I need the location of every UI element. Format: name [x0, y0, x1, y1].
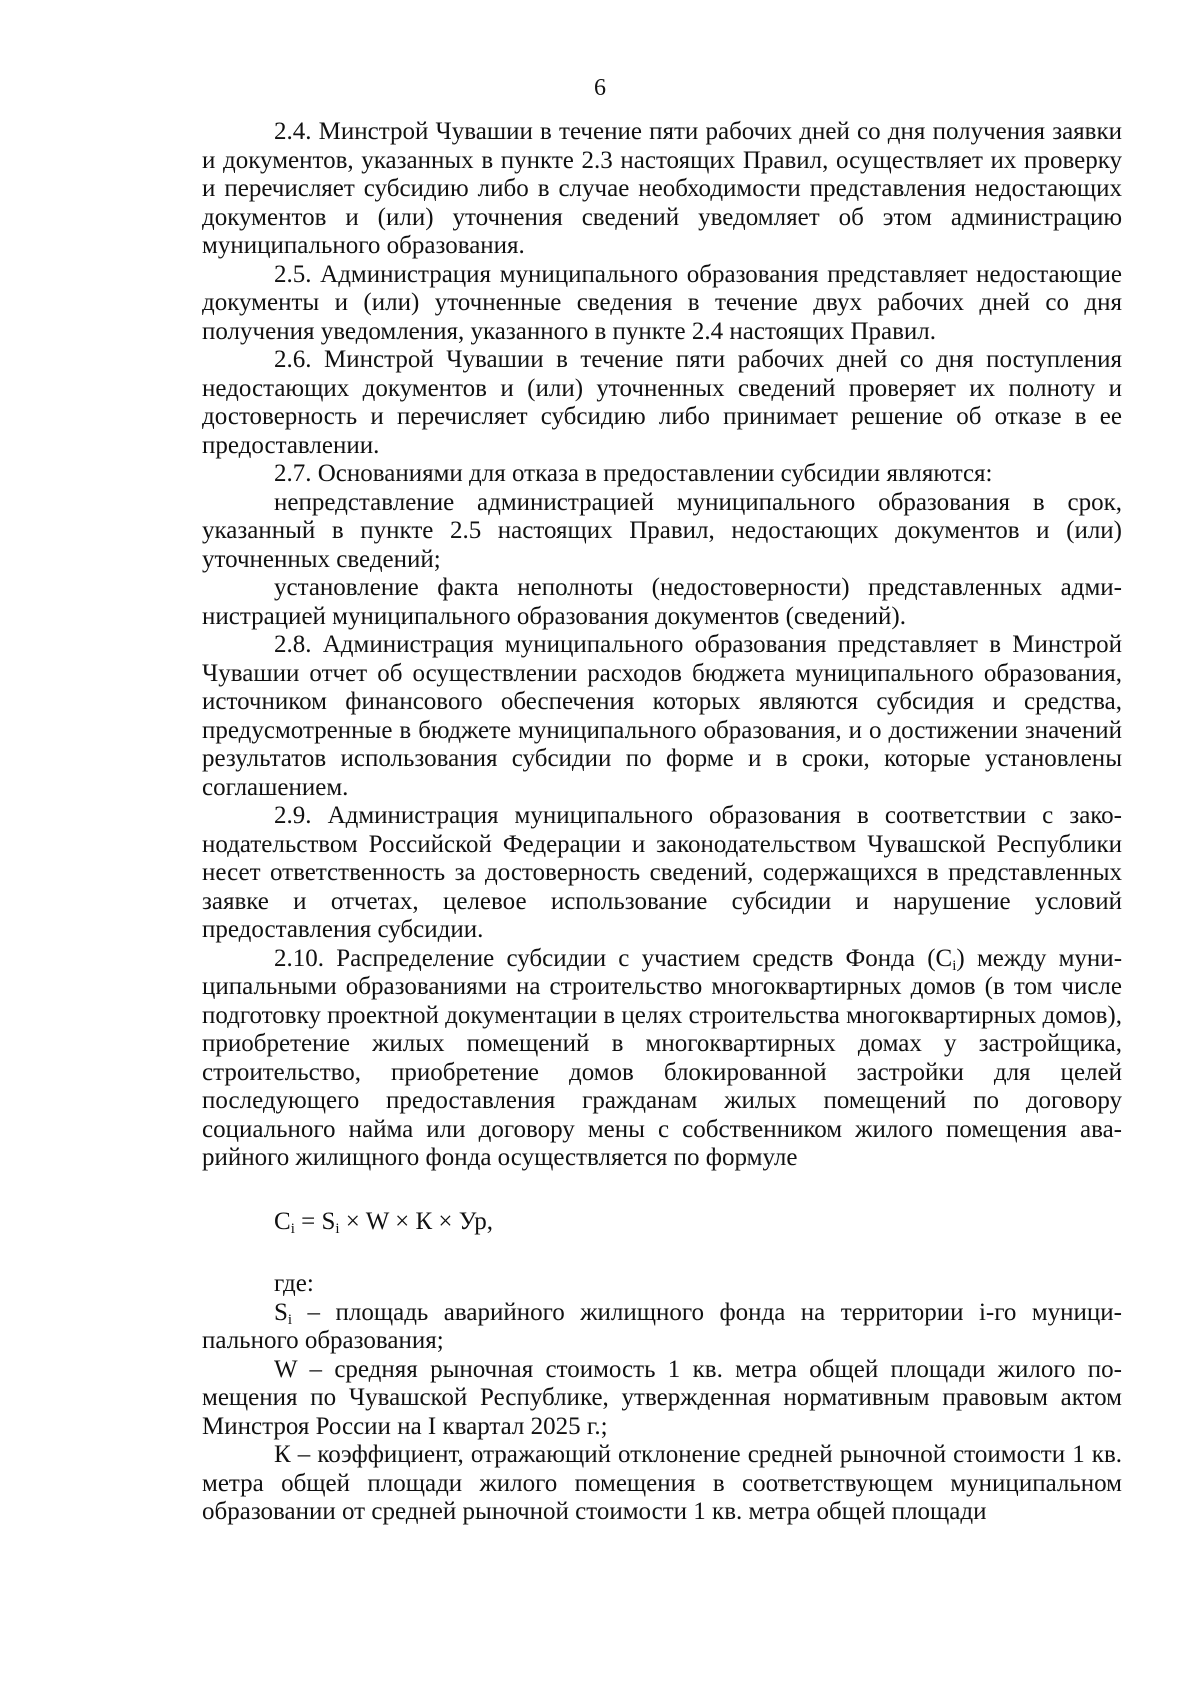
- paragraph-2-10-end: ) между муниципальными образованиями на строительство многоквартирных домов (в том числе подготовку проектной документации в целях строительства многоквартирных домов), приобретение жилых помещений в многоквартирных домах у застройщика, строительство, приобретение домов блокированной застройки для целей последующего предоставления гражданам жилых помещений по договору социального найма или договору мены с собственником жилого помещения аварийного жилищного фонда осуществляется по формуле: [202, 944, 1123, 1171]
- definition-k: К – коэффициент, отражающий отклонение средней рыночной стоимости 1 кв. метра общей площади жилого помещения в соответствующем муниципальном образовании от средней рыночной стоимости 1 кв. метра общей площади: [202, 1441, 1122, 1525]
- formula: [202, 1208, 1122, 1237]
- formula-s-subscript: i: [335, 1220, 340, 1237]
- paragraph-2-4: 2.4. Минстрой Чувашии в течение пяти рабочих дней со дня получения заявки и документов, указанных в пункте 2.3 настоящих Правил, осуществляет их проверку и перечисляет субсидию либо в случае необходимости представления недостающих документов и (или) уточнения сведений уведомляет об этом администрацию муниципального образования.: [202, 118, 1122, 259]
- paragraph-2-7: 2.7. Основаниями для отказа в предоставлении субсидии являются:: [274, 460, 993, 487]
- formula-c: C: [274, 1207, 291, 1235]
- page-number: 6: [594, 75, 606, 101]
- definition-s-variable: S: [274, 1298, 288, 1326]
- definition-s: [202, 1299, 1122, 1356]
- paragraph-2-10: [202, 945, 1122, 1173]
- paragraph-2-9: 2.9. Администрация муниципального образования в соответствии с законодательством Российской Федерации и законодательством Чувашской Республики несет ответственность за достоверность сведений, содержащихся в представленных заявке и отчетах, целевое использование субсидии и нарушение условий предоставления субсидии.: [202, 802, 1122, 943]
- formula-c-subscript: i: [290, 1220, 295, 1237]
- definition-w: W – средняя рыночная стоимость 1 кв. метра общей площади жилого помещения по Чувашской Республике, утвержденная нормативным правовым актом Минстроя России на I квартал 2025 г.;: [202, 1355, 1122, 1440]
- paragraph-2-7-item-a: непредставление администрацией муниципального образования в срок, указанный в пункте 2.5 настоящих Правил, недостающих документов и (или) уточненных сведений;: [202, 488, 1122, 573]
- subscript-i: i: [952, 957, 957, 974]
- paragraph-2-5: 2.5. Администрация муниципального образования представляет недостающие документы и (или) уточненные сведения в течение двух рабочих дней со дня получения уведомления, указанного в пункте 2.4 настоящих Правил.: [202, 260, 1122, 345]
- formula-s: = S: [294, 1207, 336, 1235]
- paragraph-2-7-item-b: установление факта неполноты (недостоверности) представленных администрацией муниципального образования документов (сведений).: [202, 574, 1122, 630]
- definition-s-subscript: i: [287, 1311, 293, 1328]
- definition-s-text: – площадь аварийного жилищного фонда на территории i-го муниципального образования;: [202, 1298, 1122, 1354]
- where-label: где:: [274, 1270, 314, 1297]
- formula-rest: × W × К × Ур,: [339, 1207, 493, 1235]
- paragraph-2-8: 2.8. Администрация муниципального образования представляет в Минстрой Чувашии отчет об осуществлении расходов бюджета муниципального образования, источником финансового обеспечения которых являются субсидия и средства, предусмотренные в бюджете муниципального образования, и о достижении значений результатов использования субсидии по форме и в сроки, которые установлены соглашением.: [202, 631, 1122, 801]
- document-body: [202, 118, 1122, 1527]
- paragraph-2-6: 2.6. Минстрой Чувашии в течение пяти рабочих дней со дня поступления недостающих документов и (или) уточненных сведений проверяет их полноту и достоверность и перечисляет субсидию либо принимает решение об отказе в ее предоставлении.: [202, 346, 1122, 459]
- paragraph-2-10-start: 2.10. Распределение субсидии с участием средств Фонда (C: [274, 944, 953, 972]
